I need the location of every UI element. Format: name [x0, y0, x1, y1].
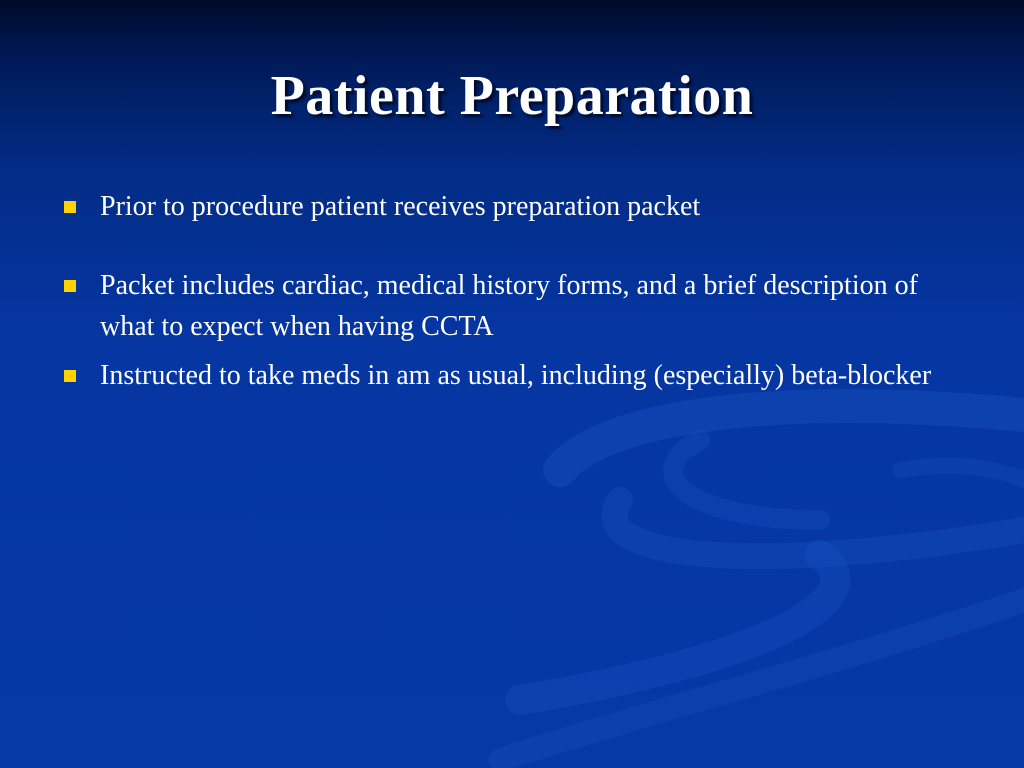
- bullet-text-1: Prior to procedure patient receives preparation packet: [100, 191, 701, 222]
- bullet-text-2: Packet includes cardiac, medical history forms, and a brief description of what to expect when having CCTA: [100, 270, 918, 342]
- bullet-text-3: Instructed to take meds in am as usual, including (especially) beta-blocker: [100, 360, 932, 391]
- bullet-square-icon: [64, 370, 76, 382]
- bullet-square-icon: [64, 280, 76, 292]
- bullet-square-icon: [64, 201, 76, 213]
- bullet-item-3: [62, 355, 942, 396]
- bullet-item-2: [62, 265, 942, 347]
- bullet-item-1: [62, 186, 942, 227]
- slide-title: Patient Preparation: [270, 65, 754, 127]
- bullet-list: [62, 186, 942, 396]
